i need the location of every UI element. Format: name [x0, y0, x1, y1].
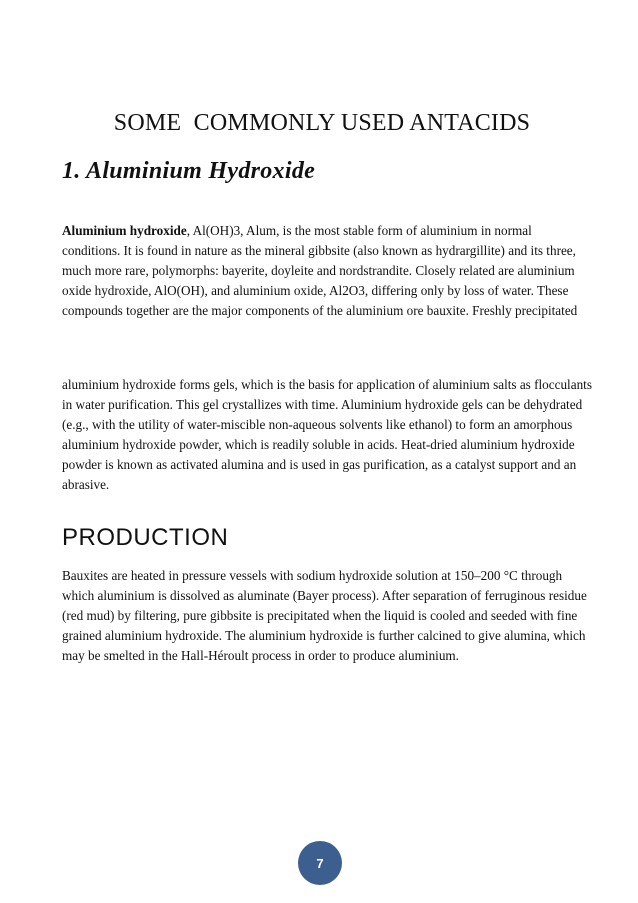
- paragraph-aluminium-hydroxide-intro: [62, 221, 592, 321]
- section-heading-production: PRODUCTION: [62, 524, 229, 551]
- term-aluminium-hydroxide: Aluminium hydroxide: [62, 223, 187, 238]
- page-title: SOME COMMONLY USED ANTACIDS: [113, 110, 531, 136]
- page-number-badge: 7: [298, 841, 342, 885]
- paragraph-aluminium-hydroxide-gels: aluminium hydroxide forms gels, which is the basis for application of aluminium salts as flocculants in water purification. This gel crystallizes with time. Aluminium hydroxide gels can be dehydrated (e.g., with the utility of water-miscible non-aqueous solvents like ethanol) to form an amorphous aluminium hydroxide powder, which is readily soluble in acids. Heat-dried aluminium hydroxide powder is known as activated alumina and is used in gas purification, as a catalyst support and an abrasive.: [62, 377, 592, 492]
- section-heading-aluminium-hydroxide: 1. Aluminium Hydroxide: [62, 158, 316, 184]
- paragraph-production: Bauxites are heated in pressure vessels with sodium hydroxide solution at 150–200 °C through which aluminium is dissolved as aluminate (Bayer process). After separation of ferruginous residue (red mud) by filtering, pure gibbsite is precipitated when the liquid is cooled and seeded with fine grained aluminium hydroxide. The aluminium hydroxide is further calcined to give alumina, which may be smelted in the Hall-Héroult process in order to produce aluminium.: [62, 568, 587, 663]
- paragraph-text: , Al(OH)3, Alum, is the most stable form of aluminium in normal conditions. It is found in nature as the mineral gibbsite (also known as hydrargillite) and its three, much more rare, polymorphs: bayerite, doyleite and nordstrandite. Closely related are aluminium oxide hydroxide, AlO(OH), and aluminium oxide, Al2O3, differing only by loss of water. These compounds together are the major components of the aluminium ore bauxite. Freshly precipitated: [62, 223, 578, 318]
